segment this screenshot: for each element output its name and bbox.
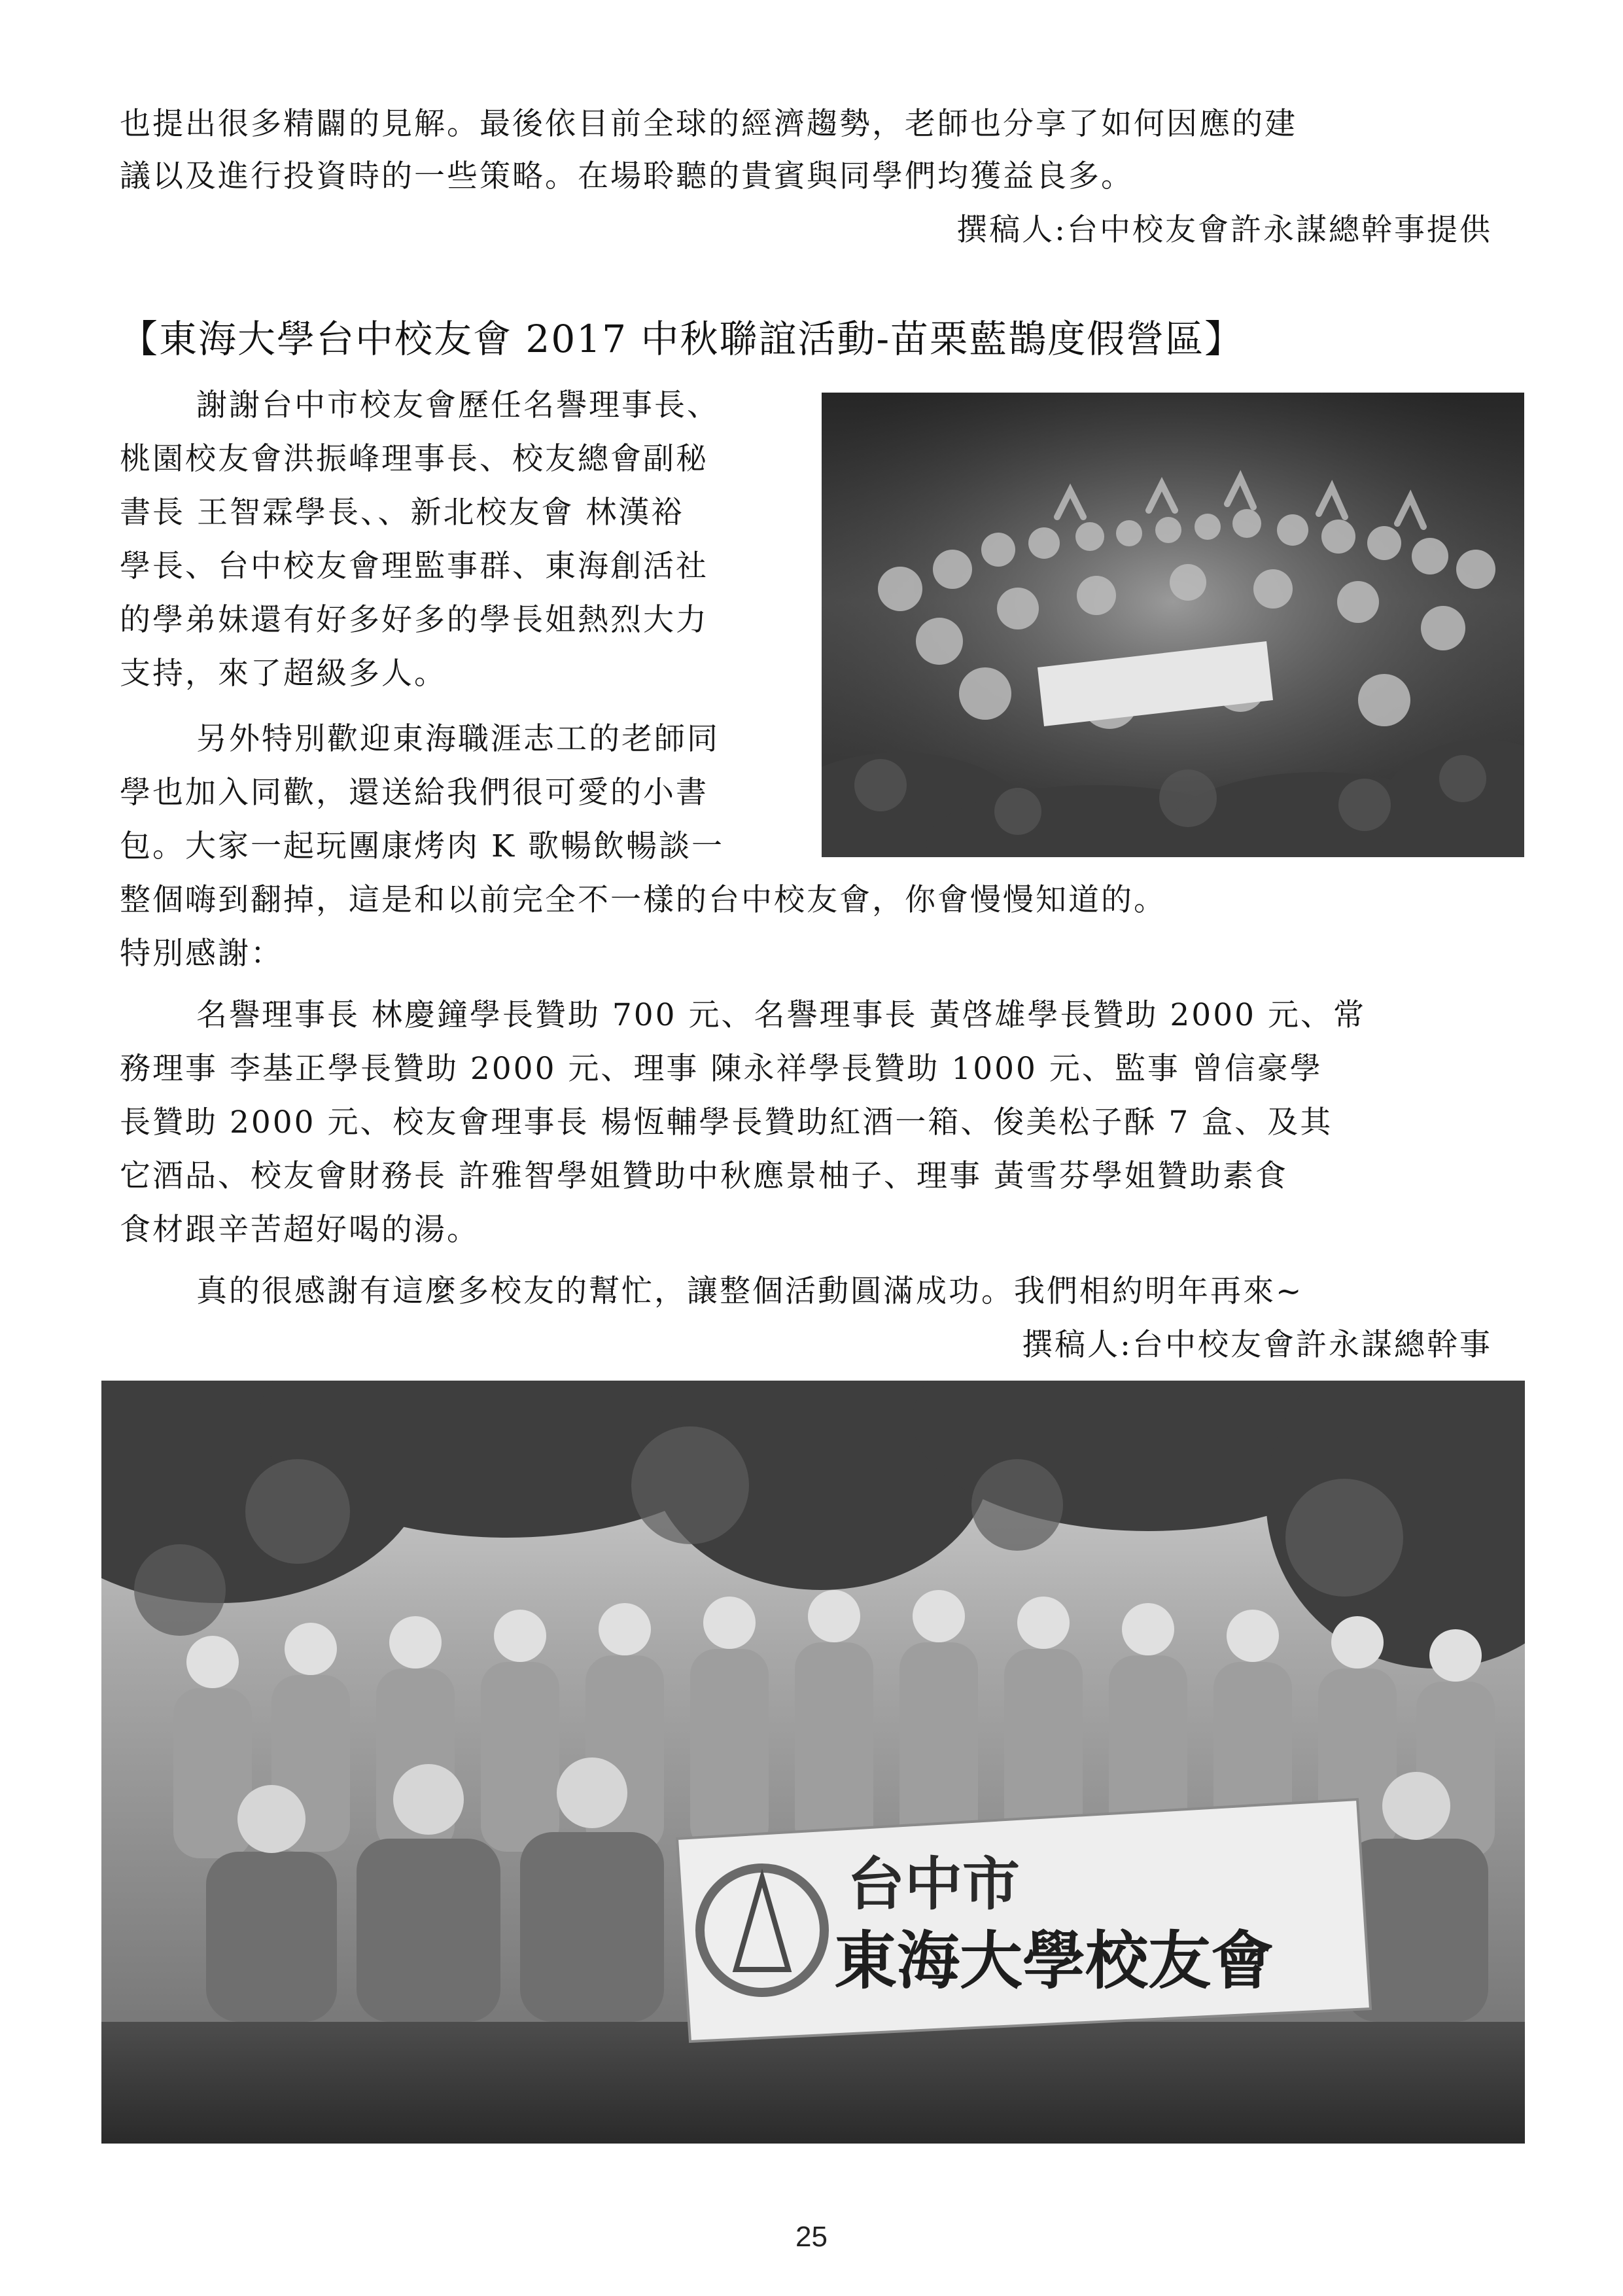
article-credit: 撰稿人:台中校友會許永謀總幹事 bbox=[1022, 1327, 1492, 1363]
para1-line: 的學弟妹還有好多好多的學長姐熱烈大力 bbox=[120, 602, 708, 638]
thanks-line: 名譽理事長 林慶鐘學長贊助 700 元、名譽理事長 黃啓雄學長贊助 2000 元、常 bbox=[196, 997, 1366, 1033]
para2-line: 整個嗨到翻掉，這是和以前完全不一樣的台中校友會，你會慢慢知道的。 bbox=[120, 882, 1166, 918]
para1-line: 支持，來了超級多人。 bbox=[120, 656, 447, 692]
banner-line-1: 台中市 bbox=[847, 1850, 1021, 1918]
intro-line-1: 也提出很多精闢的見解。最後依目前全球的經濟趨勢，老師也分享了如何因應的建 bbox=[120, 106, 1297, 142]
thanks-line: 長贊助 2000 元、校友會理事長 楊恆輔學長贊助紅酒一箱、俊美松子酥 7 盒、及其 bbox=[120, 1104, 1333, 1140]
thanks-line: 務理事 李基正學長贊助 2000 元、理事 陳永祥學長贊助 1000 元、監事 曾信豪學 bbox=[120, 1051, 1323, 1087]
group-photo-day bbox=[101, 1381, 1525, 2144]
group-photo-night-image bbox=[822, 393, 1524, 857]
thanks-line: 它酒品、校友會財務長 許雅智學姐贊助中秋應景柚子、理事 黃雪芬學姐贊助素食 bbox=[120, 1158, 1288, 1194]
intro-credit: 撰稿人:台中校友會許永謀總幹事提供 bbox=[956, 212, 1492, 248]
group-photo-day-image bbox=[101, 1381, 1525, 2144]
thanks-line: 食材跟辛苦超好喝的湯。 bbox=[120, 1212, 480, 1248]
para2-line: 另外特別歡迎東海職涯志工的老師同 bbox=[196, 721, 720, 757]
page-number: 25 bbox=[795, 2221, 828, 2253]
para1-line: 書長 王智霖學長、、新北校友會 林漢裕 bbox=[120, 495, 684, 531]
intro-line-2: 議以及進行投資時的一些策略。在場聆聽的貴賓與同學們均獲益良多。 bbox=[120, 158, 1134, 194]
article-heading: 【東海大學台中校友會 2017 中秋聯誼活動-苗栗藍鵲度假營區】 bbox=[120, 317, 1244, 361]
closing-line: 真的很感謝有這麼多校友的幫忙，讓整個活動圓滿成功。我們相約明年再來~ bbox=[196, 1273, 1304, 1309]
group-photo-night bbox=[822, 393, 1524, 857]
para2-line: 學也加入同歡，還送給我們很可愛的小書 bbox=[120, 775, 708, 811]
thanks-title: 特別感謝： bbox=[120, 936, 283, 972]
para1-line: 學長、台中校友會理監事群、東海創活社 bbox=[120, 548, 708, 584]
alumni-banner bbox=[677, 1799, 1370, 2041]
para1-line: 謝謝台中市校友會歷任名譽理事長、 bbox=[196, 387, 720, 423]
banner-line-2: 東海大學校友會 bbox=[834, 1924, 1274, 1998]
para2-line: 包。大家一起玩團康烤肉 K 歌暢飲暢談一 bbox=[120, 828, 724, 864]
para1-line: 桃園校友會洪振峰理事長、校友總會副秘 bbox=[120, 441, 708, 477]
